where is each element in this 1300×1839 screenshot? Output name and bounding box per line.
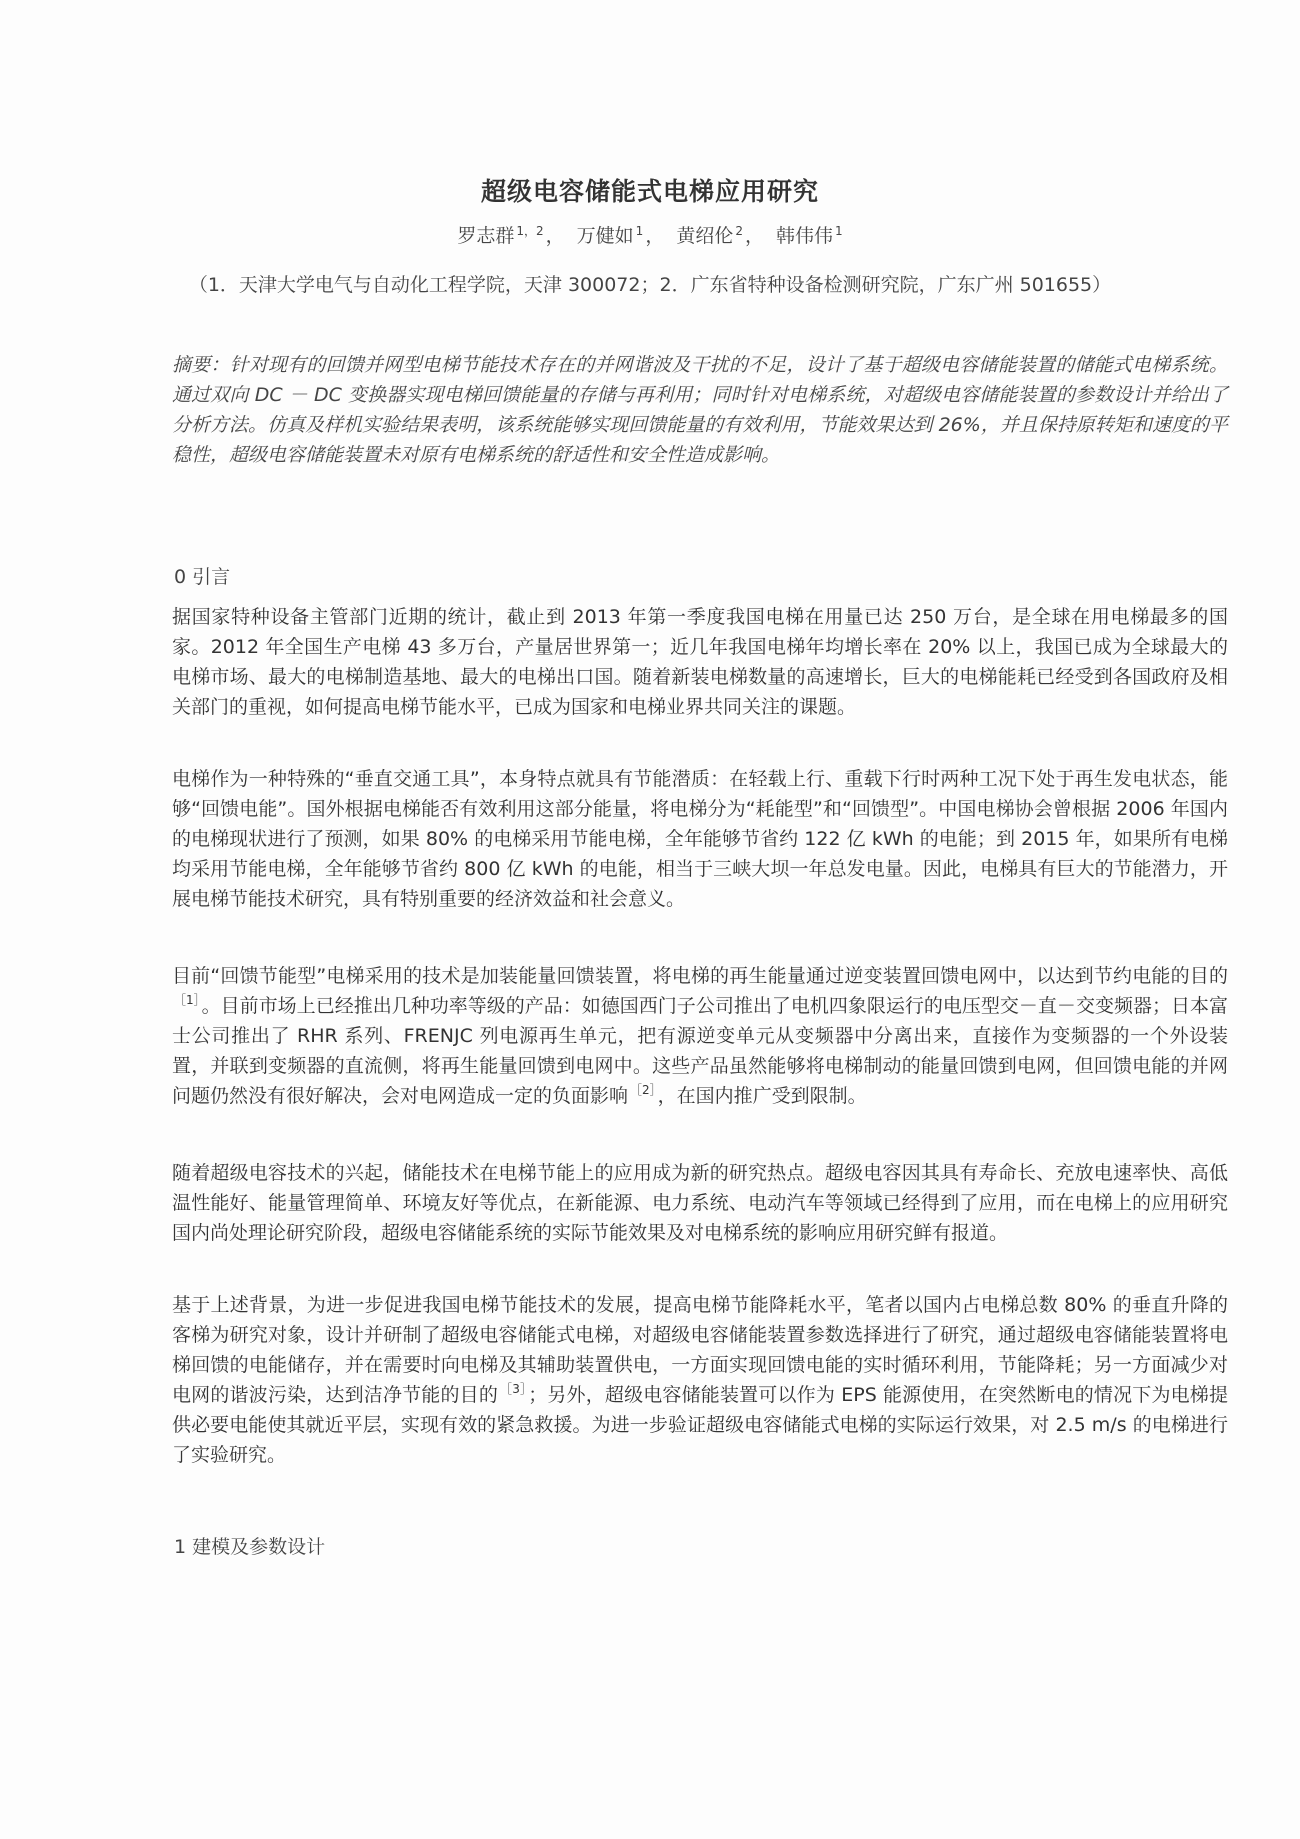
- author-affiliation-mark: 2: [735, 224, 743, 238]
- paragraph-text: ，在国内推广受到限制。: [657, 1085, 867, 1107]
- body-paragraph-3: [172, 961, 1228, 1111]
- paragraph-text: 。目前市场上已经推出几种功率等级的产品：如德国西门子公司推出了电机四象限运行的电压型交－直－交变频器；日本富士公司推出了 RHR 系列、FRENJC 列电源再生单元，把有源逆变单元从变频器中分离出来，直接作为变频器的一个外设装置，并联到变频器的直流侧，将再生能量回馈到电网中。这些产品虽然能够将电梯制动的能量回馈到电网，但回馈电能的并网问题仍然没有很好解决，会对电网造成一定的负面影响: [172, 995, 1228, 1107]
- author-name: 万健如: [576, 225, 634, 247]
- author-name: 黄绍伦: [676, 225, 734, 247]
- section-heading-modeling: 1 建模及参数设计: [174, 1536, 326, 1558]
- affiliation-line: （1．天津大学电气与自动化工程学院，天津 300072；2．广东省特种设备检测研究院，广东广州 501655）: [188, 274, 1112, 296]
- citation-ref: ［3］: [500, 1382, 527, 1396]
- body-paragraph-5: [172, 1290, 1228, 1470]
- body-paragraph-1: 据国家特种设备主管部门近期的统计，截止到 2013 年第一季度我国电梯在用量已达 250 万台，是全球在用电梯最多的国家。2012 年全国生产电梯 43 多万台，产量居世界第一；近几年我国电梯年均增长率在 20% 以上，我国已成为全球最大的电梯市场、最大的电梯制造基地、最大的电梯出口国。随着新装电梯数量的高速增长，巨大的电梯能耗已经受到各国政府及相关部门的重视，如何提高电梯节能水平，已成为国家和电梯业界共同关注的课题。: [172, 606, 1228, 718]
- author-separator: ，: [744, 225, 764, 247]
- author-separator: ，: [545, 225, 565, 247]
- paragraph-text: ；另外，超级电容储能装置可以作为 EPS 能源使用，在突然断电的情况下为电梯提供必要电能使其就近平层，实现有效的紧急救援。为进一步验证超级电容储能式电梯的实际运行效果，对 2.5 m/s 的电梯进行了实验研究。: [172, 1384, 1228, 1466]
- author-name: 韩伟伟: [776, 225, 834, 247]
- author-affiliation-mark: 1: [635, 224, 644, 238]
- author-affiliation-mark: 1，2: [516, 224, 544, 238]
- paragraph-text: 目前“回馈节能型”电梯采用的技术是加装能量回馈装置，将电梯的再生能量通过逆变装置回馈电网中，以达到节约电能的目的: [172, 965, 1228, 987]
- body-paragraph-4: 随着超级电容技术的兴起，储能技术在电梯节能上的应用成为新的研究热点。超级电容因其具有寿命长、充放电速率快、高低温性能好、能量管理简单、环境友好等优点，在新能源、电力系统、电动汽车等领域已经得到了应用，而在电梯上的应用研究国内尚处理论研究阶段，超级电容储能系统的实际节能效果及对电梯系统的影响应用研究鲜有报道。: [172, 1162, 1228, 1244]
- paragraph-text: 基于上述背景，为进一步促进我国电梯节能技术的发展，提高电梯节能降耗水平，笔者以国内占电梯总数 80% 的垂直升降的客梯为研究对象，设计并研制了超级电容储能式电梯，对超级电容储能装置参数选择进行了研究，通过超级电容储能装置将电梯回馈的电能储存，并在需要时向电梯及其辅助装置供电，一方面实现回馈电能的实时循环利用，节能降耗；另一方面减少对电网的谐波污染，达到洁净节能的目的: [172, 1294, 1228, 1406]
- paper-title: 超级电容储能式电梯应用研究: [480, 177, 819, 206]
- section-heading-introduction: 0 引言: [174, 566, 231, 588]
- author-list: [0, 221, 1300, 248]
- abstract: 摘要：针对现有的回馈并网型电梯节能技术存在的并网谐波及干扰的不足，设计了基于超级电容储能装置的储能式电梯系统。通过双向 DC － DC 变换器实现电梯回馈能量的存储与再利用；同时针对电梯系统，对超级电容储能装置的参数设计并给出了分析方法。仿真及样机实验结果表明，该系统能够实现回馈能量的有效利用，节能效果达到 26%，并且保持原转矩和速度的平稳性，超级电容储能装置未对原有电梯系统的舒适性和安全性造成影响。: [172, 354, 1228, 466]
- author-separator: ，: [645, 225, 665, 247]
- citation-ref: ［2］: [630, 1083, 656, 1097]
- body-paragraph-2: 电梯作为一种特殊的“垂直交通工具”，本身特点就具有节能潜质：在轻载上行、重载下行时两种工况下处于再生发电状态，能够“回馈电能”。国外根据电梯能否有效利用这部分能量，将电梯分为“耗能型”和“回馈型”。中国电梯协会曾根据 2006 年国内的电梯现状进行了预测，如果 80% 的电梯采用节能电梯，全年能够节省约 122 亿 kWh 的电能；到 2015 年，如果所有电梯均采用节能电梯，全年能够节省约 800 亿 kWh 的电能，相当于三峡大坝一年总发电量。因此，电梯具有巨大的节能潜力，开展电梯节能技术研究，具有特别重要的经济效益和社会意义。: [172, 768, 1228, 910]
- citation-ref: ［1］: [174, 993, 200, 1007]
- author-name: 罗志群: [457, 225, 515, 247]
- author-affiliation-mark: 1: [835, 224, 843, 238]
